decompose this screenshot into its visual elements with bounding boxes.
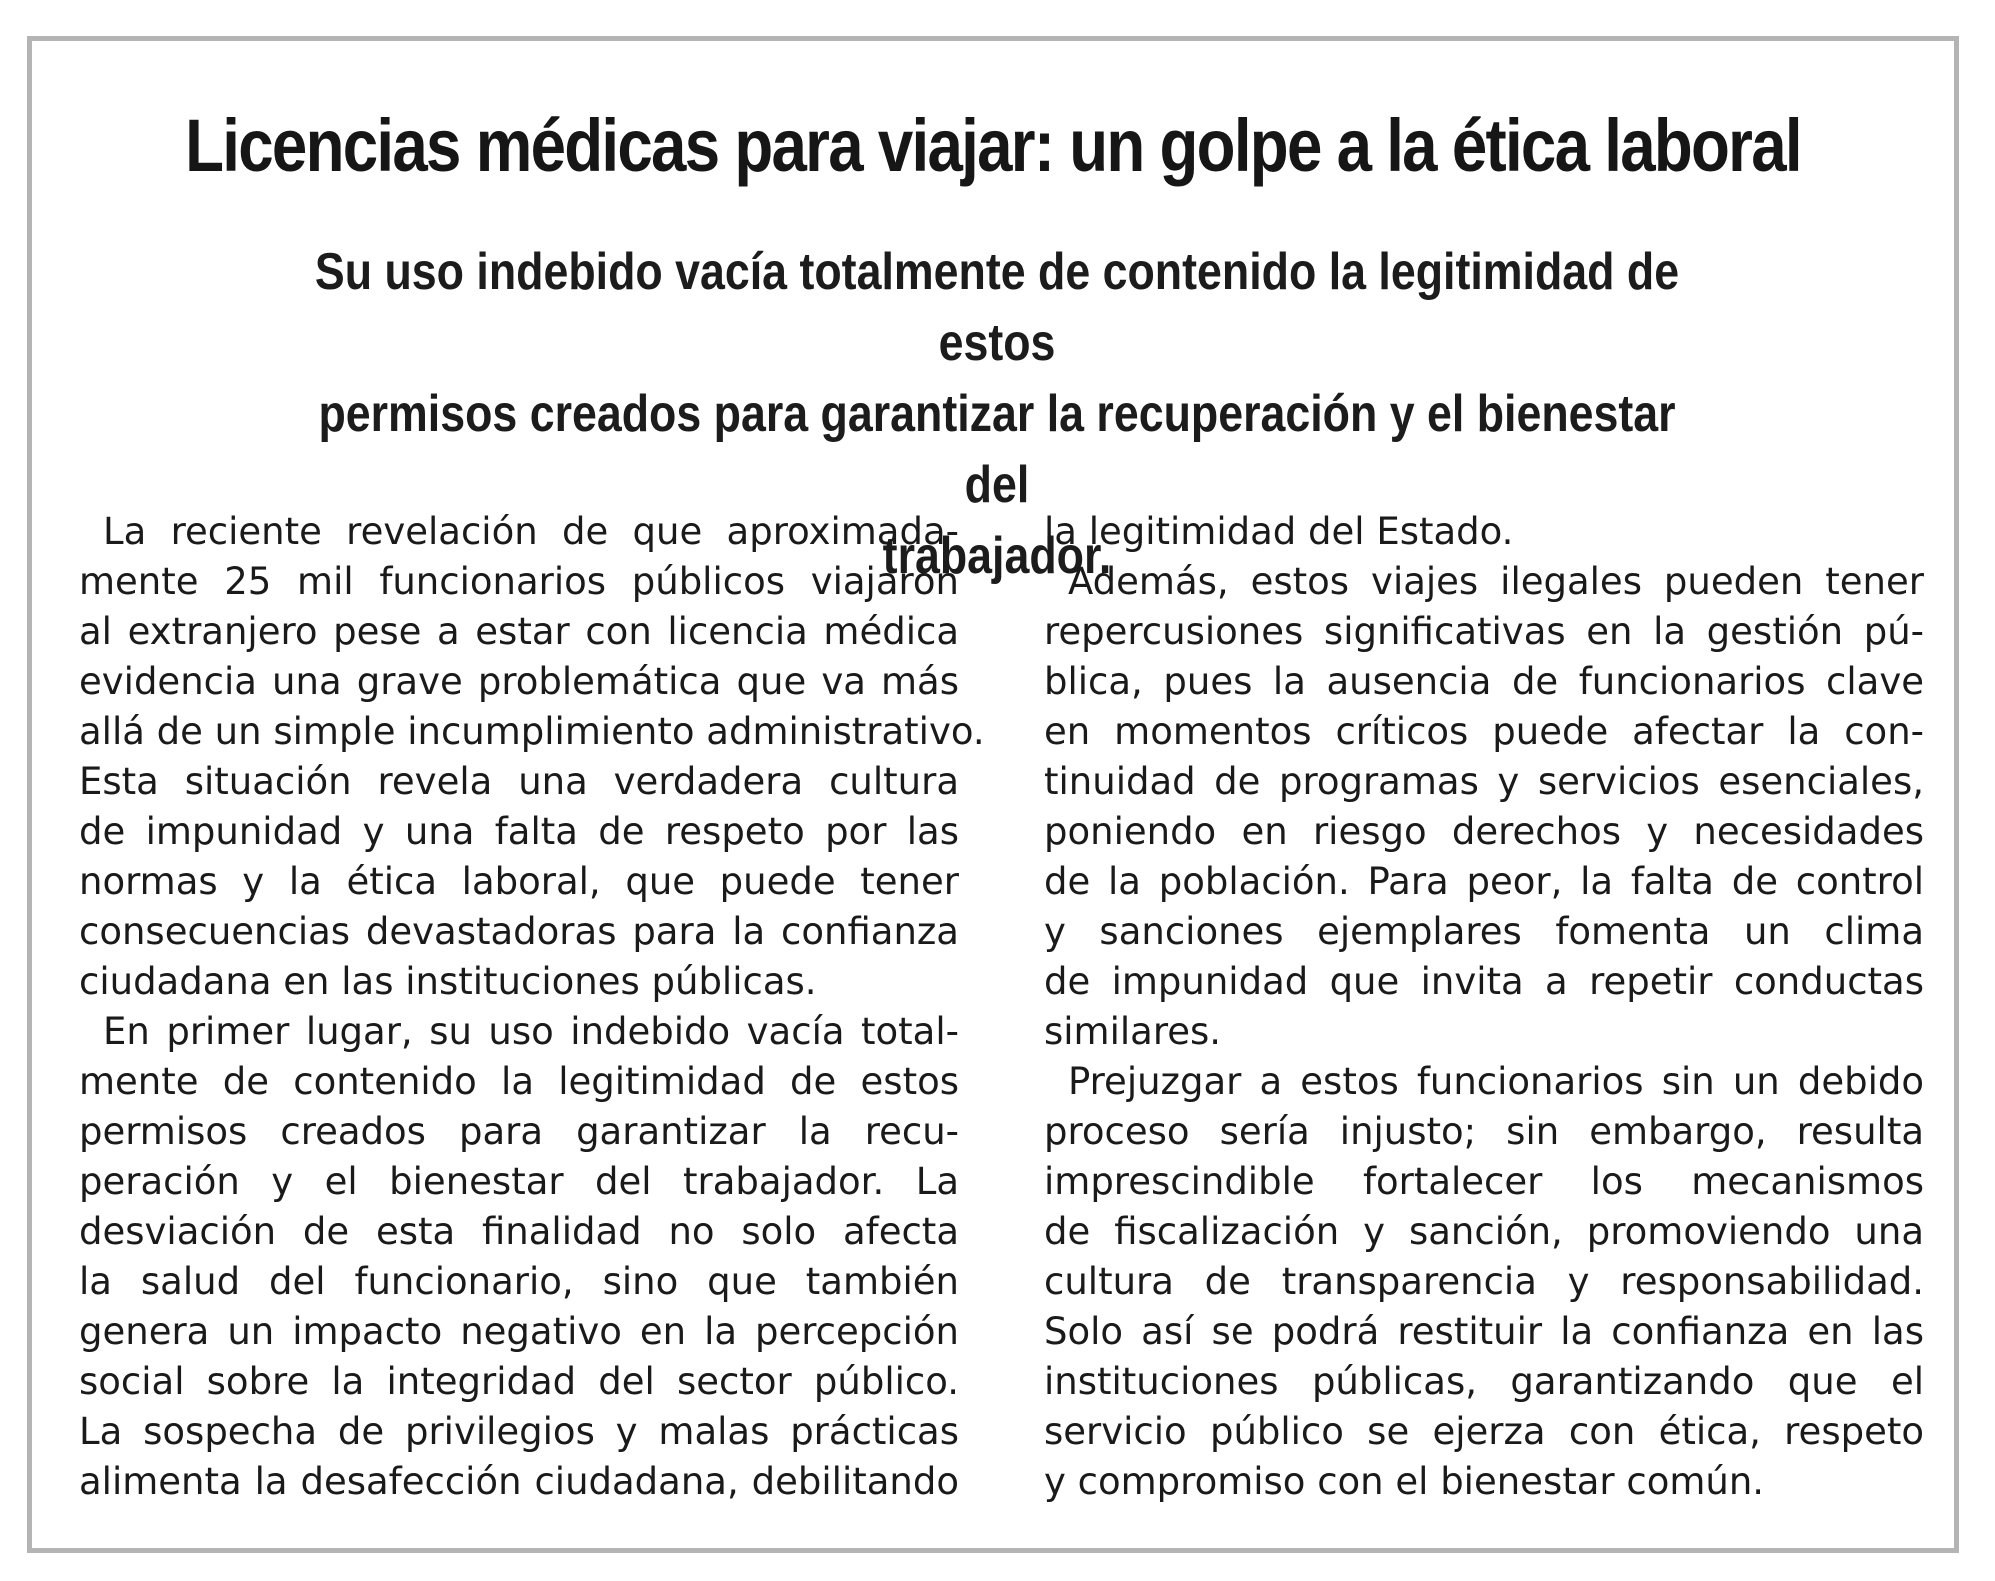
body-line: repercusiones significativas en la gestión pú- (1044, 610, 1924, 653)
body-line: de impunidad que invita a repetir conductas (1044, 960, 1924, 1003)
body-line: ciudadana en las instituciones públicas. (79, 960, 817, 1003)
left-column (79, 507, 985, 1507)
body-line: al extranjero pese a estar con licencia médica (79, 610, 959, 653)
body-line: genera un impacto negativo en la percepción (79, 1310, 959, 1353)
body-line: mente de contenido la legitimidad de estos (79, 1060, 959, 1103)
body-line: En primer lugar, su uso indebido vacía total- (103, 1010, 959, 1053)
body-line: blica, pues la ausencia de funcionarios clave (1044, 660, 1924, 703)
body-line: en momentos críticos puede afectar la con- (1044, 710, 1924, 753)
body-line: instituciones públicas, garantizando que el (1044, 1360, 1924, 1403)
subheadline-line: Su uso indebido vacía totalmente de contenido la legitimidad de estos (314, 243, 1680, 372)
body-line: de impunidad y una falta de respeto por las (79, 810, 959, 853)
body-line: Solo así se podrá restituir la confianza en las (1044, 1310, 1924, 1353)
body-line: desviación de esta finalidad no solo afecta (79, 1210, 959, 1253)
body-line: allá de un simple incumplimiento administrativo. (79, 710, 985, 753)
body-line: proceso sería injusto; sin embargo, resulta (1044, 1110, 1924, 1153)
body-line: La sospecha de privilegios y malas prácticas (79, 1410, 959, 1453)
body-line: imprescindible fortalecer los mecanismos (1044, 1160, 1924, 1203)
body-line: normas y la ética laboral, que puede tener (79, 860, 959, 903)
body-line: la legitimidad del Estado. (1044, 510, 1514, 553)
body-line: evidencia una grave problemática que va más (79, 660, 959, 703)
body-line: y compromiso con el bienestar común. (1044, 1460, 1765, 1503)
body-line: alimenta la desafección ciudadana, debilitando (79, 1460, 959, 1503)
body-line: consecuencias devastadoras para la confianza (79, 910, 959, 953)
body-line: la salud del funcionario, sino que también (79, 1260, 959, 1303)
body-line: mente 25 mil funcionarios públicos viajaron (79, 560, 959, 603)
body-line: servicio público se ejerza con ética, respeto (1044, 1410, 1924, 1453)
body-line: Esta situación revela una verdadera cultura (79, 760, 959, 803)
body-line: similares. (1044, 1010, 1222, 1053)
body-line: La reciente revelación de que aproximada- (103, 510, 959, 553)
body-line: peración y el bienestar del trabajador. La (79, 1160, 959, 1203)
body-line: social sobre la integridad del sector público. (79, 1360, 959, 1403)
subheadline-line: permisos creados para garantizar la recuperación y el bienestar del (318, 385, 1676, 514)
article-headline: Licencias médicas para viajar: un golpe a la ética laboral (185, 104, 1801, 187)
body-line: permisos creados para garantizar la recu- (79, 1110, 959, 1153)
body-line: poniendo en riesgo derechos y necesidades (1044, 810, 1924, 853)
body-line: y sanciones ejemplares fomenta un clima (1044, 910, 1924, 953)
body-line: cultura de transparencia y responsabilidad. (1044, 1260, 1924, 1303)
body-line: de fiscalización y sanción, promoviendo una (1044, 1210, 1924, 1253)
body-line: Además, estos viajes ilegales pueden tener (1068, 560, 1924, 603)
article-frame (27, 36, 1959, 1553)
subheadline-line: trabajador. (882, 527, 1112, 585)
body-line: de la población. Para peor, la falta de control (1044, 860, 1924, 903)
body-line: Prejuzgar a estos funcionarios sin un debido (1068, 1060, 1924, 1103)
right-column (1044, 507, 1924, 1507)
body-line: tinuidad de programas y servicios esenciales, (1044, 760, 1924, 803)
